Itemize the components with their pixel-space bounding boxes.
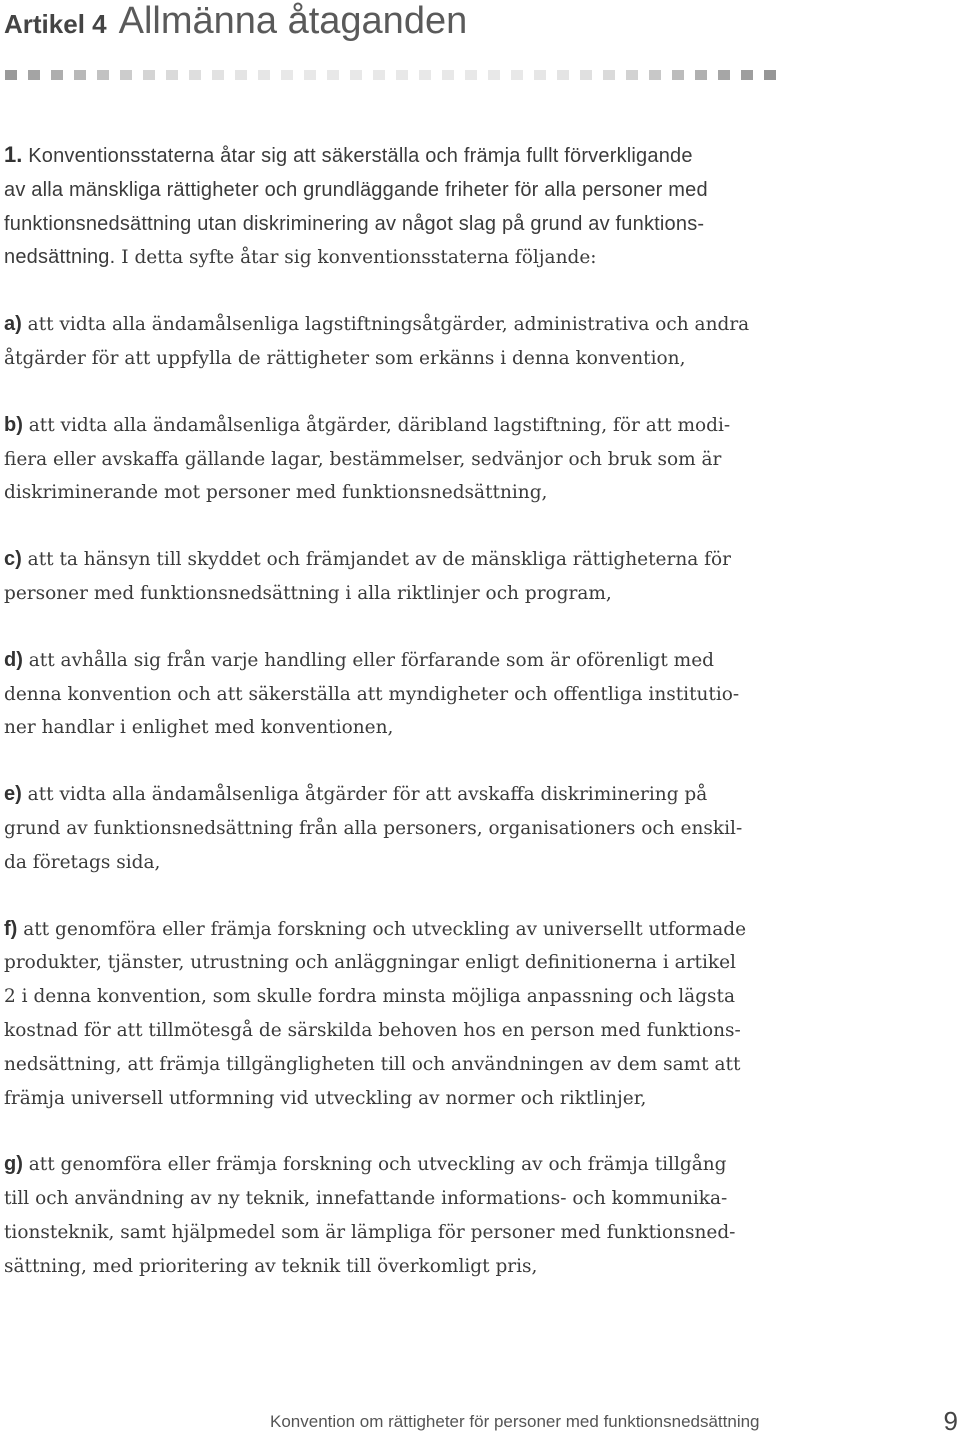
article-label: Artikel 4	[4, 9, 107, 39]
list-item	[4, 913, 804, 1116]
list-item-text: att vidta alla ändamålsenliga åtgärder, däribland lagstiftning, för att modi-	[22, 414, 731, 436]
list-item	[4, 644, 804, 745]
divider-dot	[143, 70, 155, 80]
list-item-text: denna konvention och att säkerställa att myndigheter och offentliga institutio-	[4, 683, 740, 705]
page-number: 9	[943, 1406, 958, 1436]
divider-dot	[97, 70, 109, 80]
divider-dot	[327, 70, 339, 80]
list-item-text: grund av funktionsnedsättning från alla personers, organisationers och enskil-	[4, 817, 743, 839]
list-item-text: främja universell utformning vid utveckling av normer och riktlinjer,	[4, 1087, 647, 1109]
divider-dot	[5, 70, 17, 80]
dotted-divider	[5, 70, 785, 80]
list-item-marker: e)	[4, 783, 22, 806]
list-item-text: nedsättning, att främja tillgängligheten till och användningen av dem samt att	[4, 1053, 741, 1075]
list-item-text: tionsteknik, samt hjälpmedel som är lämpliga för personer med funktionsned-	[4, 1221, 736, 1243]
list-item-line	[4, 342, 804, 376]
article-body	[4, 138, 804, 1317]
list-item-text: att ta hänsyn till skyddet och främjandet av de mänskliga rättigheterna för	[21, 549, 731, 571]
list-item-line	[4, 846, 804, 880]
page-footer	[270, 1406, 960, 1436]
divider-dot	[28, 70, 40, 80]
list-item-text: till och användning av ny teknik, innefattande informations- och kommunika-	[4, 1188, 728, 1210]
divider-dot	[189, 70, 201, 80]
divider-dot	[350, 70, 362, 80]
divider-dot	[649, 70, 661, 80]
paragraph-1-line: funktionsnedsättning utan diskriminering av något slag på grund av funktions-	[4, 212, 705, 235]
divider-dot	[465, 70, 477, 80]
list-item-line	[4, 1250, 804, 1284]
list-item-line	[4, 913, 804, 947]
list-item-line	[4, 812, 804, 846]
list-item-line	[4, 711, 804, 745]
list-item-line	[4, 644, 804, 678]
list-item-line	[4, 1148, 804, 1182]
divider-dot	[235, 70, 247, 80]
paragraph-1-line	[4, 138, 804, 174]
list-item-line	[4, 577, 804, 611]
divider-dot	[511, 70, 523, 80]
list-item	[4, 308, 804, 376]
divider-dot	[373, 70, 385, 80]
article-header	[4, 0, 467, 48]
list-item-line	[4, 1182, 804, 1216]
item-list	[4, 308, 804, 1283]
list-item-line	[4, 409, 804, 443]
list-item	[4, 1148, 804, 1283]
list-item-line	[4, 543, 804, 577]
paragraph-1-text: I detta syfte åtar sig konventionsstaterna följande:	[115, 247, 597, 269]
list-item-text: ner handlar i enlighet med konventionen,	[4, 717, 394, 739]
list-item-marker: a)	[4, 313, 22, 336]
list-item-text: personer med funktionsnedsättning i alla riktlinjer och program,	[4, 582, 612, 604]
list-item-line	[4, 1082, 804, 1116]
divider-dot	[488, 70, 500, 80]
list-item	[4, 778, 804, 879]
divider-dot	[626, 70, 638, 80]
list-item-text: att genomföra eller främja forskning och utveckling av och främja tillgång	[22, 1154, 727, 1176]
list-item-marker: c)	[4, 548, 22, 571]
list-item-text: att vidta alla ändamålsenliga lagstiftningsåtgärder, administrativa och andra	[21, 314, 750, 336]
list-item-text: att avhålla sig från varje handling eller förfarande som är oförenligt med	[22, 649, 715, 671]
divider-dot	[718, 70, 730, 80]
list-item-text: att genomföra eller främja forskning och utveckling av universellt utformade	[17, 918, 747, 940]
list-item-line	[4, 778, 804, 812]
divider-dot	[695, 70, 707, 80]
list-item-line	[4, 476, 804, 510]
list-item-text: fiera eller avskaffa gällande lagar, bestämmelser, sedvänjor och bruk som är	[4, 448, 722, 470]
divider-dot	[603, 70, 615, 80]
paragraph-1-line	[4, 241, 804, 275]
list-item-text: produkter, tjänster, utrustning och anläggningar enligt definitionerna i artikel	[4, 952, 736, 974]
divider-dot	[74, 70, 86, 80]
list-item-text: 2 i denna konvention, som skulle fordra minsta möjliga anpassning och lägsta	[4, 986, 736, 1008]
divider-dot	[741, 70, 753, 80]
footer-title: Konvention om rättigheter för personer med funktionsnedsättning	[270, 1412, 760, 1431]
list-item	[4, 543, 804, 611]
list-item-line	[4, 678, 804, 712]
list-item-text: åtgärder för att uppfylla de rättigheter som erkänns i denna konvention,	[4, 347, 686, 369]
divider-dot	[672, 70, 684, 80]
divider-dot	[304, 70, 316, 80]
paragraph-1	[4, 138, 804, 275]
list-item-line	[4, 308, 804, 342]
paragraph-1-text: Konventionsstaterna åtar sig att säkerställa och främja fullt förverkligande	[28, 145, 693, 167]
list-item-marker: b)	[4, 413, 23, 436]
list-item	[4, 409, 804, 510]
divider-dot	[764, 70, 776, 80]
list-item-line	[4, 443, 804, 477]
paragraph-number: 1.	[4, 142, 23, 167]
list-item-marker: d)	[4, 648, 23, 671]
list-item-line	[4, 1048, 804, 1082]
divider-dot	[557, 70, 569, 80]
list-item-line	[4, 1216, 804, 1250]
divider-dot	[120, 70, 132, 80]
list-item-marker: f)	[4, 917, 18, 940]
list-item-line	[4, 980, 804, 1014]
list-item-text: kostnad för att tillmötesgå de särskilda behoven hos en person med funktions-	[4, 1019, 741, 1041]
divider-dot	[534, 70, 546, 80]
divider-dot	[51, 70, 63, 80]
divider-dot	[580, 70, 592, 80]
divider-dot	[166, 70, 178, 80]
list-item-marker: g)	[4, 1153, 23, 1176]
article-title: Allmänna åtaganden	[118, 0, 468, 42]
divider-dot	[419, 70, 431, 80]
paragraph-1-text: nedsättning.	[4, 246, 116, 269]
divider-dot	[212, 70, 224, 80]
list-item-line	[4, 1014, 804, 1048]
list-item-text: da företags sida,	[4, 851, 161, 873]
divider-dot	[442, 70, 454, 80]
divider-dot	[258, 70, 270, 80]
list-item-text: diskriminerande mot personer med funktionsnedsättning,	[4, 482, 548, 504]
list-item-text: sättning, med prioritering av teknik till överkomligt pris,	[4, 1255, 538, 1277]
paragraph-1-line: av alla mänskliga rättigheter och grundläggande friheter för alla personer med	[4, 178, 708, 201]
divider-dot	[396, 70, 408, 80]
divider-dot	[281, 70, 293, 80]
list-item-line	[4, 946, 804, 980]
list-item-text: att vidta alla ändamålsenliga åtgärder för att avskaffa diskriminering på	[21, 784, 708, 806]
